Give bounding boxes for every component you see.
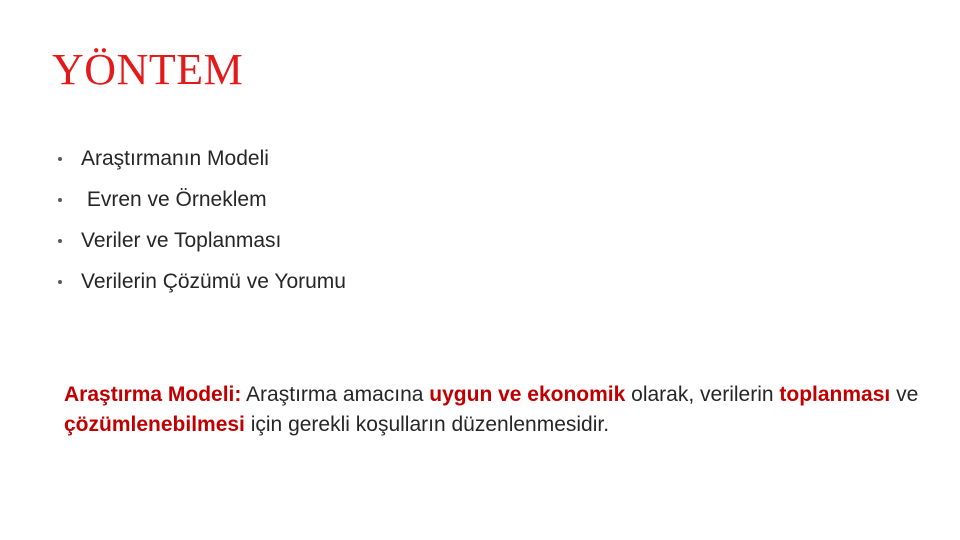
definition-highlight: toplanması — [779, 383, 891, 406]
bullet-label: Verilerin Çözümü ve Yorumu — [81, 269, 346, 293]
bullet-dot-icon — [58, 280, 62, 284]
bullet-item — [58, 179, 346, 220]
definition-highlight: çözümlenebilmesi — [64, 413, 245, 436]
definition-text: ve — [890, 383, 919, 406]
definition-text: için gerekli koşulların düzenlenmesidir. — [244, 413, 610, 436]
bullet-dot-icon — [58, 239, 62, 243]
bullet-label: Araştırmanın Modeli — [81, 146, 269, 170]
definition-term: Araştırma Modeli: — [64, 383, 242, 406]
definition-paragraph — [64, 380, 924, 440]
bullet-list — [58, 138, 346, 302]
bullet-dot-icon — [58, 157, 62, 161]
bullet-dot-icon — [58, 198, 62, 202]
bullet-label: Evren ve Örneklem — [81, 187, 267, 211]
bullet-item — [58, 220, 346, 261]
slide-title: YÖNTEM — [52, 45, 244, 94]
definition-highlight: uygun ve ekonomik — [429, 383, 626, 406]
bullet-label: Veriler ve Toplanması — [81, 228, 282, 252]
definition-text: olarak, verilerin — [625, 383, 780, 406]
bullet-item — [58, 138, 346, 179]
definition-text: Araştırma amacına — [241, 383, 430, 406]
bullet-item — [58, 261, 346, 302]
